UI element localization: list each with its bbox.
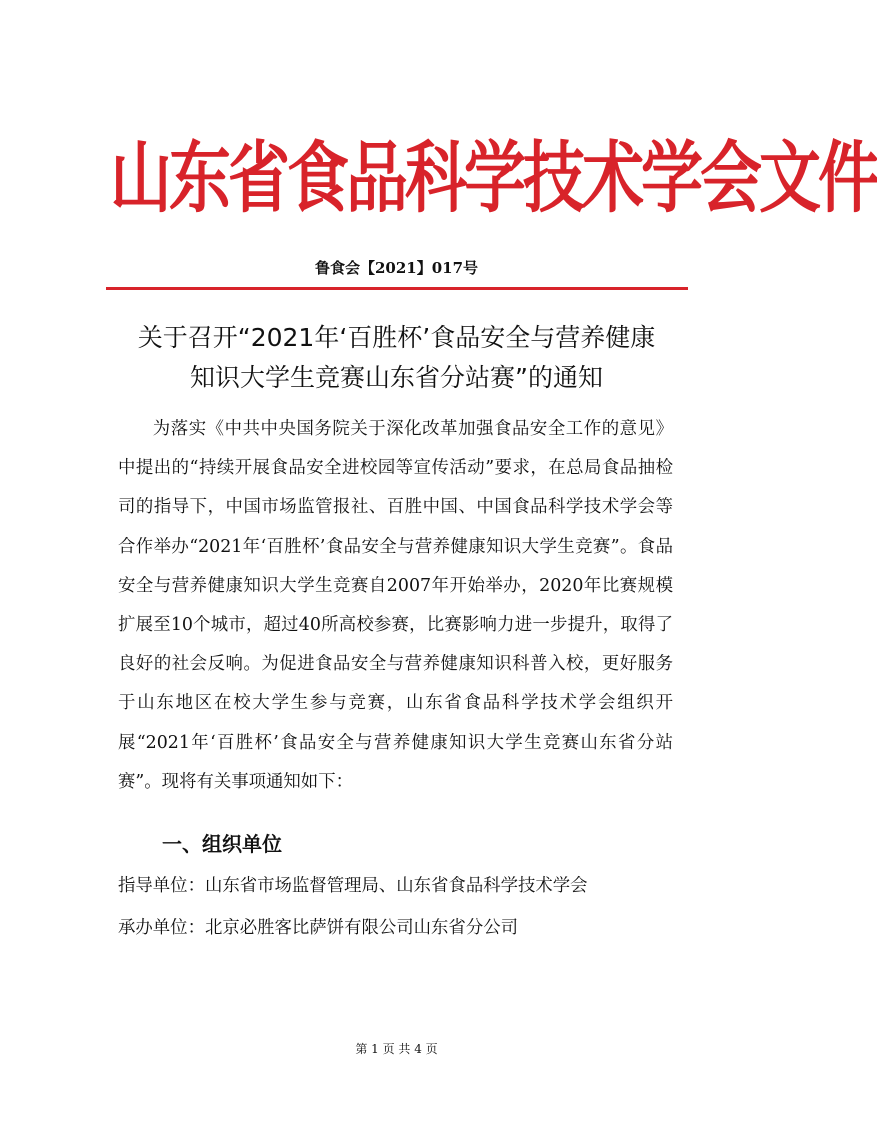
document-number: 鲁食会【2021】017号 xyxy=(314,259,479,277)
host-unit-line: 承办单位：北京必胜客比萨饼有限公司山东省分公司 xyxy=(118,918,518,938)
notice-title-line-1: 关于召开“2021年‘百胜杯’食品安全与营养健康 xyxy=(137,323,656,352)
notice-title-line-2: 知识大学生竞赛山东省分站赛”的通知 xyxy=(190,363,603,392)
page-footer: 第 1 页 共 4 页 xyxy=(355,1042,438,1056)
section-1-heading: 一、组织单位 xyxy=(162,832,282,856)
red-header-rule xyxy=(106,287,688,290)
body-paragraph-1: 为落实《中共中央国务院关于深化改革加强食品安全工作的意见》中提出的“持续开展食品安全进校园等宣传活动”要求，在总局食品抽检司的指导下，中国市场监管报社、百胜中国、中国食品科学技术学会等合作举办“2021年‘百胜杯’食品安全与营养健康知识大学生竞赛”。食品安全与营养健康知识大学生竞赛自2007年开始举办，2020年比赛规模扩展至10个城市，超过40所高校参赛，比赛影响力进一步提升，取得了良好的社会反响。为促进食品安全与营养健康知识科普入校，更好服务于山东地区在校大学生参与竞赛，山东省食品科学技术学会组织开展“2021年‘百胜杯’食品安全与营养健康知识大学生竞赛山东省分站赛”。现将有关事项通知如下： xyxy=(118,419,673,792)
org-header-title: 山东省食品科学技术学会文件 xyxy=(110,131,877,223)
notice-title xyxy=(90,318,703,398)
guide-unit-line: 指导单位：山东省市场监督管理局、山东省食品科学技术学会 xyxy=(118,876,588,896)
